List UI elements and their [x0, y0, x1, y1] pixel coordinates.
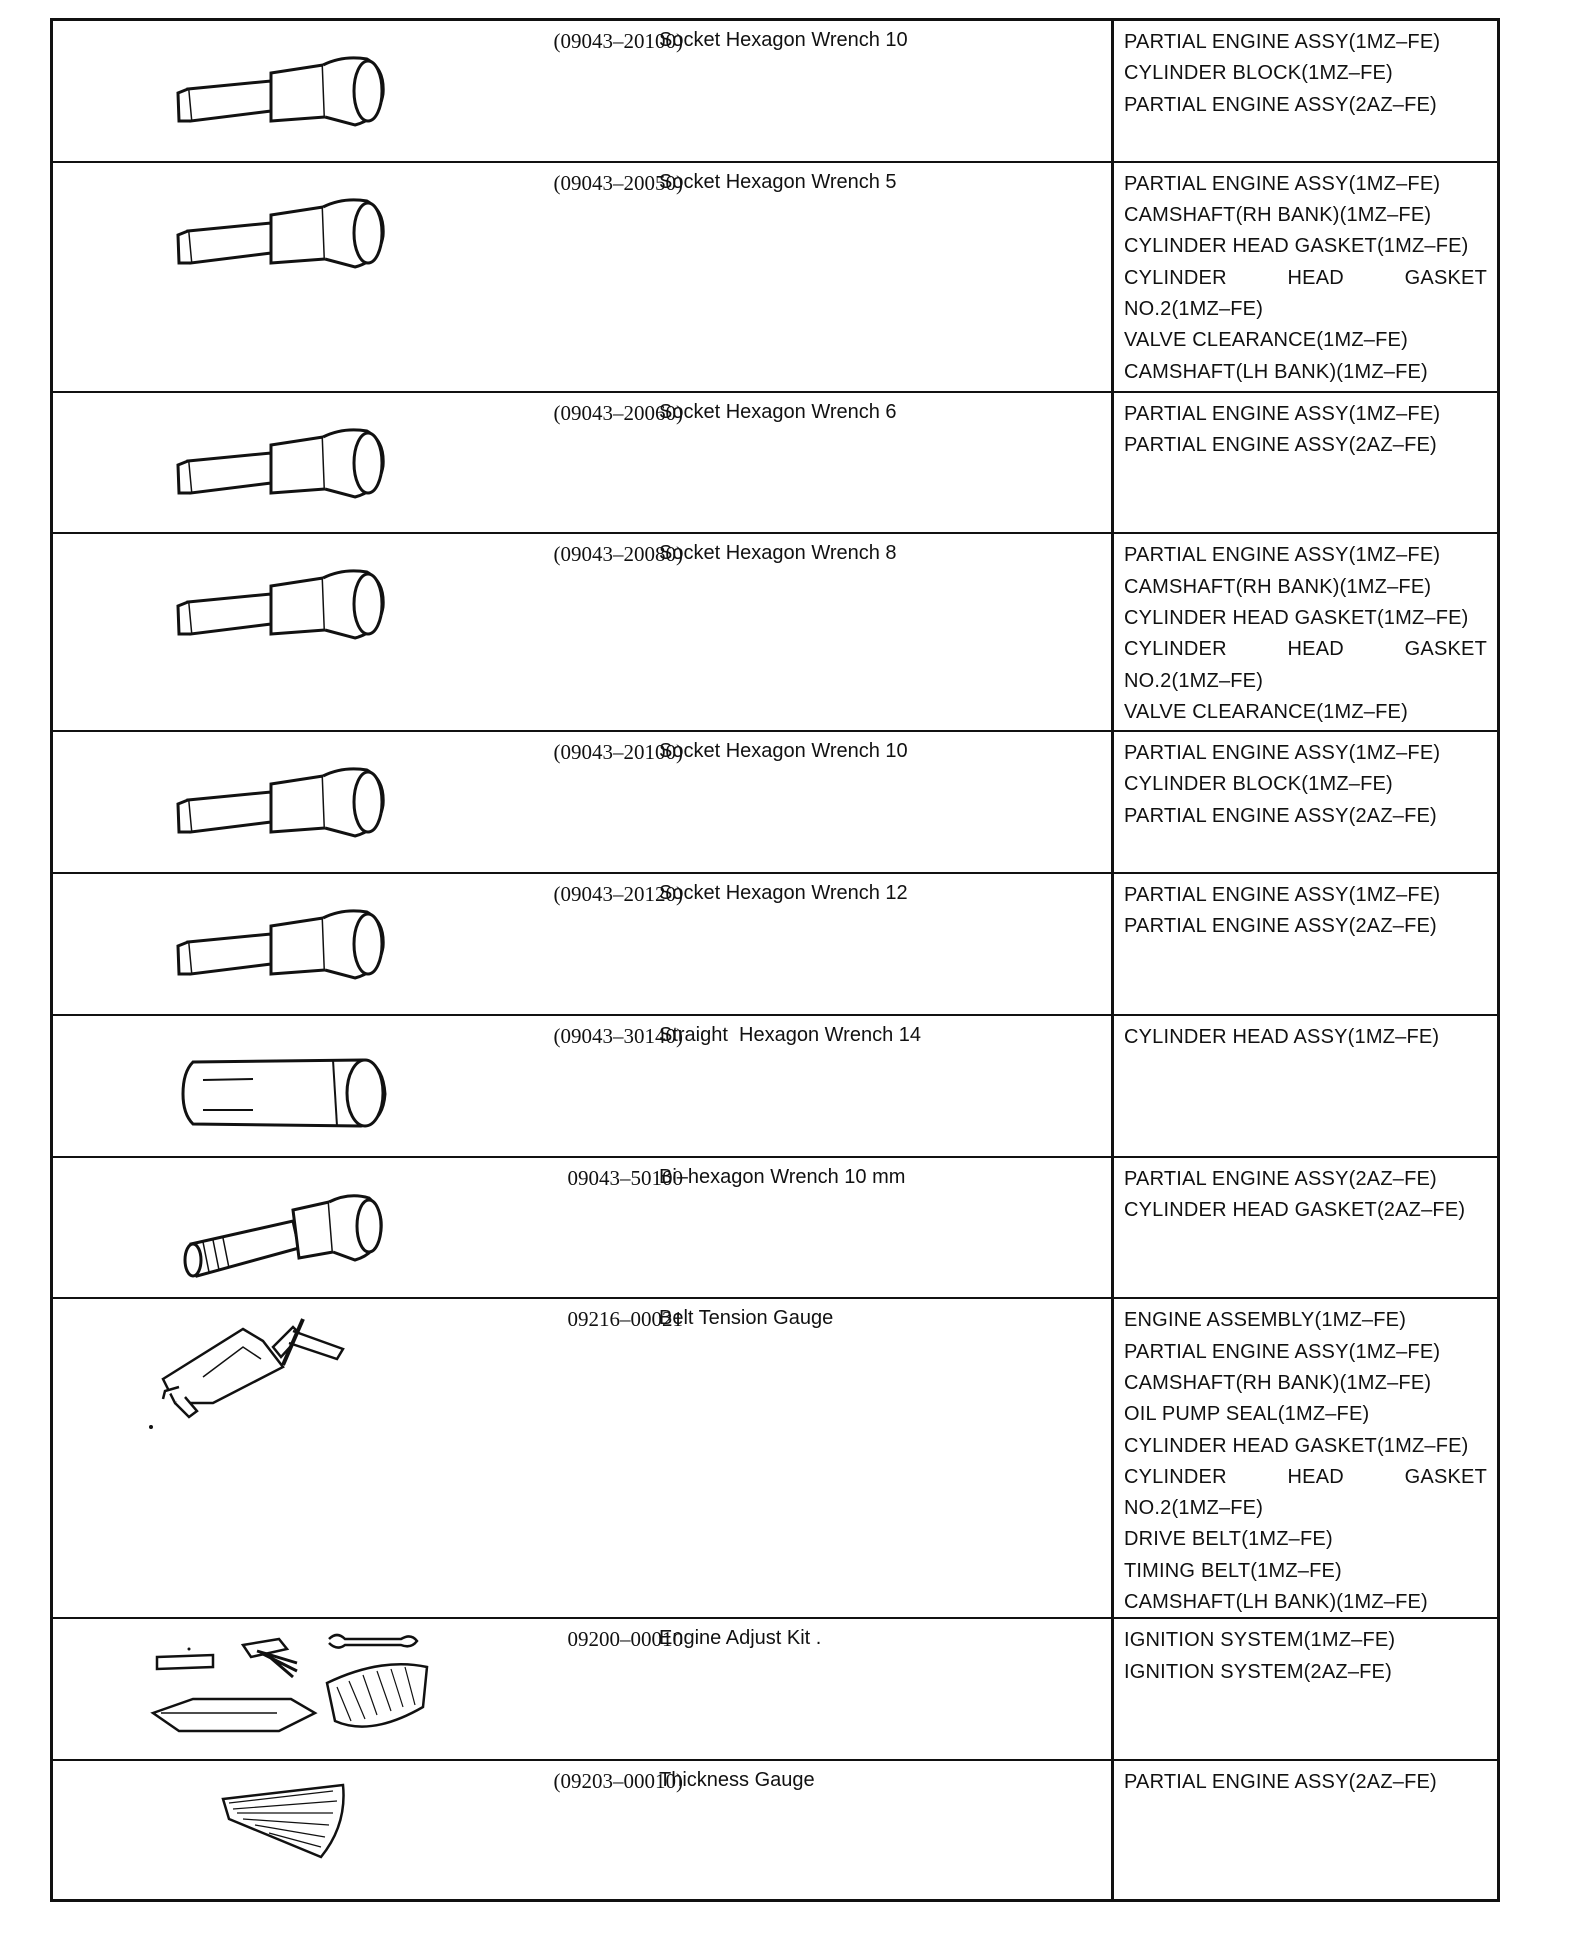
- tool-name: Socket Hexagon Wrench 6: [659, 400, 897, 423]
- tool-cell: [53, 1761, 1114, 1899]
- table-row: [53, 1158, 1497, 1300]
- usage-item: PARTIAL ENGINE ASSY(1MZ–FE): [1124, 544, 1441, 567]
- usage-list: [1114, 874, 1497, 1014]
- part-number: (09043–20060): [553, 400, 683, 425]
- usage-item: PARTIAL ENGINE ASSY(2AZ–FE): [1124, 1167, 1437, 1190]
- table-row: [53, 1761, 1497, 1899]
- tool-name: Socket Hexagon Wrench 12: [659, 881, 908, 904]
- usage-item: CYLINDER HEAD GASKET: [1124, 1465, 1487, 1488]
- usage-list: [1114, 21, 1497, 161]
- usage-item: VALVE CLEARANCE(1MZ–FE): [1124, 700, 1408, 723]
- tool-cell: [53, 1299, 1114, 1617]
- tool-cell: [53, 1619, 1114, 1759]
- usage-item: PARTIAL ENGINE ASSY(1MZ–FE): [1124, 172, 1441, 195]
- usage-item: PARTIAL ENGINE ASSY(2AZ–FE): [1124, 433, 1437, 456]
- usage-item: PARTIAL ENGINE ASSY(2AZ–FE): [1124, 1771, 1437, 1794]
- usage-item: IGNITION SYSTEM(1MZ–FE): [1124, 1629, 1396, 1652]
- usage-list: [1114, 393, 1497, 533]
- tool-name: Belt Tension Gauge: [659, 1307, 834, 1330]
- usage-item: CYLINDER HEAD ASSY(1MZ–FE): [1124, 1025, 1440, 1048]
- usage-item: PARTIAL ENGINE ASSY(1MZ–FE): [1124, 31, 1441, 53]
- part-number: (09043–20050): [553, 170, 683, 195]
- socket-hex-wrench-icon: [93, 29, 473, 149]
- table-row: [53, 163, 1497, 393]
- bi-hexagon-wrench-icon: [93, 1166, 473, 1286]
- part-number: 09043–50100: [567, 1165, 683, 1190]
- usage-item: PARTIAL ENGINE ASSY(1MZ–FE): [1124, 1340, 1441, 1363]
- table-row: [53, 874, 1497, 1016]
- tool-cell: [53, 393, 1114, 533]
- tool-name: Socket Hexagon Wrench 10: [659, 29, 908, 51]
- tool-name: Socket Hexagon Wrench 8: [659, 542, 897, 565]
- tool-name: Engine Adjust Kit .: [659, 1627, 822, 1650]
- part-number: (09043–20100): [553, 740, 683, 765]
- usage-item: VALVE CLEARANCE(1MZ–FE): [1124, 329, 1408, 352]
- usage-list: [1114, 1158, 1497, 1298]
- usage-item: PARTIAL ENGINE ASSY(2AZ–FE): [1124, 93, 1437, 116]
- usage-item: NO.2(1MZ–FE): [1124, 669, 1264, 692]
- table-row: [53, 393, 1497, 535]
- usage-item: CAMSHAFT(LH BANK)(1MZ–FE): [1124, 360, 1428, 383]
- socket-hex-wrench-icon: [93, 882, 473, 1002]
- socket-hex-wrench-icon: [93, 740, 473, 860]
- usage-item: IGNITION SYSTEM(2AZ–FE): [1124, 1660, 1392, 1683]
- usage-item: PARTIAL ENGINE ASSY(2AZ–FE): [1124, 915, 1437, 938]
- usage-item: CAMSHAFT(LH BANK)(1MZ–FE): [1124, 1591, 1428, 1613]
- tool-name: Socket Hexagon Wrench 5: [659, 170, 897, 193]
- usage-list: [1114, 1761, 1497, 1899]
- socket-hex-wrench-icon: [93, 401, 473, 521]
- usage-item: CYLINDER HEAD GASKET(2AZ–FE): [1124, 1198, 1466, 1221]
- table-row: [53, 1619, 1497, 1761]
- tool-cell: [53, 874, 1114, 1014]
- usage-list: [1114, 163, 1497, 391]
- part-number: (09043–20080): [553, 542, 683, 567]
- engine-adjust-kit-icon: [101, 1627, 481, 1747]
- usage-item: CYLINDER HEAD GASKET: [1124, 266, 1487, 289]
- thickness-gauge-icon: [93, 1769, 473, 1889]
- usage-list: [1114, 1299, 1497, 1617]
- usage-item: OIL PUMP SEAL(1MZ–FE): [1124, 1403, 1370, 1426]
- tool-cell: [53, 732, 1114, 872]
- usage-list: [1114, 732, 1497, 872]
- part-number: (09043–20120): [553, 881, 683, 906]
- tool-cell: [53, 1016, 1114, 1156]
- usage-item: PARTIAL ENGINE ASSY(1MZ–FE): [1124, 883, 1441, 906]
- part-number: 09216–00021: [567, 1307, 683, 1332]
- socket-hex-wrench-icon: [93, 542, 473, 662]
- usage-item: CYLINDER HEAD GASKET(1MZ–FE): [1124, 235, 1469, 258]
- usage-item: PARTIAL ENGINE ASSY(2AZ–FE): [1124, 804, 1437, 827]
- tool-cell: [53, 163, 1114, 391]
- table-row: [53, 534, 1497, 732]
- usage-item: CYLINDER HEAD GASKET: [1124, 638, 1487, 661]
- usage-item: DRIVE BELT(1MZ–FE): [1124, 1528, 1333, 1551]
- usage-item: CYLINDER HEAD GASKET(1MZ–FE): [1124, 1434, 1469, 1457]
- tool-name: Straight Hexagon Wrench 14: [659, 1023, 922, 1046]
- table-row: [53, 21, 1497, 163]
- tool-name: Thickness Gauge: [659, 1769, 815, 1792]
- tool-name: Socket Hexagon Wrench 10: [659, 740, 908, 763]
- usage-list: [1114, 1619, 1497, 1759]
- usage-item: CAMSHAFT(RH BANK)(1MZ–FE): [1124, 575, 1432, 598]
- table-row: [53, 1016, 1497, 1158]
- socket-hex-wrench-icon: [93, 171, 473, 291]
- part-number: (09043–30140): [553, 1023, 683, 1048]
- usage-item: CAMSHAFT(RH BANK)(1MZ–FE): [1124, 204, 1432, 227]
- usage-list: [1114, 534, 1497, 730]
- table-row: [53, 1299, 1497, 1619]
- part-number: 09200–00010: [567, 1627, 683, 1652]
- usage-list: [1114, 1016, 1497, 1156]
- usage-item: CYLINDER HEAD GASKET(1MZ–FE): [1124, 606, 1469, 629]
- usage-item: PARTIAL ENGINE ASSY(1MZ–FE): [1124, 742, 1441, 765]
- usage-item: CYLINDER BLOCK(1MZ–FE): [1124, 773, 1393, 796]
- usage-item: CYLINDER BLOCK(1MZ–FE): [1124, 62, 1393, 85]
- usage-item: CAMSHAFT(RH BANK)(1MZ–FE): [1124, 1371, 1432, 1394]
- tool-name: Bi–hexagon Wrench 10 mm: [659, 1165, 906, 1188]
- tool-cell: [53, 21, 1114, 161]
- tool-cell: [53, 1158, 1114, 1298]
- straight-hex-wrench-icon: [93, 1024, 473, 1144]
- usage-item: PARTIAL ENGINE ASSY(1MZ–FE): [1124, 402, 1441, 425]
- usage-item: TIMING BELT(1MZ–FE): [1124, 1559, 1342, 1582]
- usage-item: NO.2(1MZ–FE): [1124, 298, 1264, 320]
- part-number: (09043–20100): [553, 29, 683, 53]
- usage-item: ENGINE ASSEMBLY(1MZ–FE): [1124, 1309, 1407, 1332]
- usage-item: NO.2(1MZ–FE): [1124, 1497, 1264, 1520]
- special-service-tools-table: [50, 18, 1500, 1902]
- tool-cell: [53, 534, 1114, 730]
- part-number: (09203–00010): [553, 1769, 683, 1794]
- table-row: [53, 732, 1497, 874]
- belt-tension-gauge-icon: [93, 1307, 473, 1447]
